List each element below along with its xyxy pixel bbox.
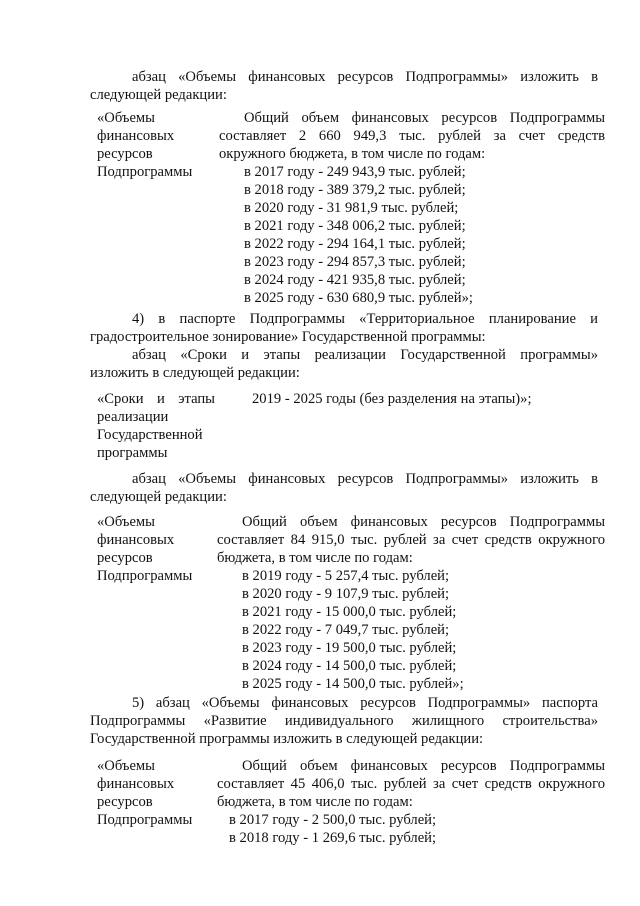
label-line: финансовых	[97, 532, 175, 548]
row-content	[217, 757, 605, 847]
passport-row-financing-3	[97, 757, 605, 857]
year-line: в 2017 году - 249 943,9 тыс. рублей;	[244, 164, 466, 180]
row-label	[97, 757, 217, 829]
content-line: 2019 - 2025 годы (без разделения на этапы)»;	[252, 391, 532, 407]
year-line: в 2023 году - 294 857,3 тыс. рублей;	[244, 254, 466, 270]
content-line: Общий объем финансовых ресурсов Подпрограммы	[244, 110, 605, 126]
year-line: в 2022 году - 294 164,1 тыс. рублей;	[244, 236, 466, 252]
content-line: Общий объем финансовых ресурсов Подпрограммы	[242, 758, 605, 774]
content-line: бюджета, в том числе по годам:	[217, 794, 413, 810]
paragraph-2	[90, 310, 598, 346]
paragraph-line: абзац «Объемы финансовых ресурсов Подпрограммы» изложить в	[132, 471, 598, 487]
paragraph-line: 5) абзац «Объемы финансовых ресурсов Подпрограммы» паспорта	[132, 695, 598, 711]
label-line: «Объемы	[97, 758, 155, 774]
paragraph-line: Государственной программы изложить в следующей редакции:	[90, 731, 484, 747]
paragraph-1	[90, 68, 598, 104]
year-line: в 2023 году - 19 500,0 тыс. рублей;	[242, 640, 457, 656]
year-line: в 2018 году - 1 269,6 тыс. рублей;	[229, 830, 437, 846]
label-line: Подпрограммы	[97, 812, 193, 828]
paragraph-line: Подпрограммы «Развитие индивидуального жилищного строительства»	[90, 713, 598, 729]
row-label	[97, 513, 217, 585]
label-line: ресурсов	[97, 550, 153, 566]
year-line: в 2019 году - 5 257,4 тыс. рублей;	[242, 568, 450, 584]
paragraph-5	[90, 694, 598, 748]
label-line: Подпрограммы	[97, 568, 193, 584]
paragraph-3	[90, 346, 598, 382]
content-line: составляет 84 915,0 тыс. рублей за счет средств окружного	[217, 532, 605, 548]
content-line: бюджета, в том числе по годам:	[217, 550, 413, 566]
label-line: программы	[97, 445, 168, 461]
label-line: «Объемы	[97, 110, 155, 126]
paragraph-line: следующей редакции:	[90, 489, 227, 505]
year-line: в 2021 году - 15 000,0 тыс. рублей;	[242, 604, 457, 620]
label-line: реализации	[97, 409, 169, 425]
paragraph-line: изложить в следующей редакции:	[90, 365, 300, 381]
year-line: в 2020 году - 31 981,9 тыс. рублей;	[244, 200, 459, 216]
year-line: в 2025 году - 14 500,0 тыс. рублей»;	[242, 676, 464, 692]
passport-row-terms	[97, 390, 605, 462]
label-line: ресурсов	[97, 146, 153, 162]
label-line: «Объемы	[97, 514, 155, 530]
year-line: в 2018 году - 389 379,2 тыс. рублей;	[244, 182, 466, 198]
year-line: в 2022 году - 7 049,7 тыс. рублей;	[242, 622, 450, 638]
year-line: в 2025 году - 630 680,9 тыс. рублей»;	[244, 290, 473, 306]
year-line: в 2017 году - 2 500,0 тыс. рублей;	[229, 812, 437, 828]
label-line: Государственной	[97, 427, 203, 443]
year-line: в 2021 году - 348 006,2 тыс. рублей;	[244, 218, 466, 234]
paragraph-line: абзац «Сроки и этапы реализации Государственной программы»	[132, 347, 598, 363]
content-line: составляет 45 406,0 тыс. рублей за счет средств окружного	[217, 776, 605, 792]
row-content	[217, 513, 605, 693]
paragraph-line: 4) в паспорте Подпрограммы «Территориальное планирование и	[132, 311, 598, 327]
content-line: Общий объем финансовых ресурсов Подпрограммы	[242, 514, 605, 530]
year-line: в 2024 году - 421 935,8 тыс. рублей;	[244, 272, 466, 288]
paragraph-line: следующей редакции:	[90, 87, 227, 103]
row-label	[97, 390, 215, 462]
content-line: составляет 2 660 949,3 тыс. рублей за счет средств	[219, 128, 605, 144]
row-content	[252, 390, 602, 408]
label-line: ресурсов	[97, 794, 153, 810]
label-line: «Сроки и этапы	[97, 391, 215, 407]
paragraph-line: абзац «Объемы финансовых ресурсов Подпрограммы» изложить в	[132, 69, 598, 85]
paragraph-4	[90, 470, 598, 506]
passport-row-financing-1	[97, 109, 605, 309]
paragraph-line: градостроительное зонирование» Государственной программы:	[90, 329, 486, 345]
label-line: Подпрограммы	[97, 164, 193, 180]
label-line: финансовых	[97, 776, 175, 792]
year-line: в 2020 году - 9 107,9 тыс. рублей;	[242, 586, 450, 602]
content-line: окружного бюджета, в том числе по годам:	[219, 146, 486, 162]
label-line: финансовых	[97, 128, 175, 144]
row-content	[219, 109, 605, 307]
year-line: в 2024 году - 14 500,0 тыс. рублей;	[242, 658, 457, 674]
passport-row-financing-2	[97, 513, 605, 693]
row-label	[97, 109, 217, 181]
